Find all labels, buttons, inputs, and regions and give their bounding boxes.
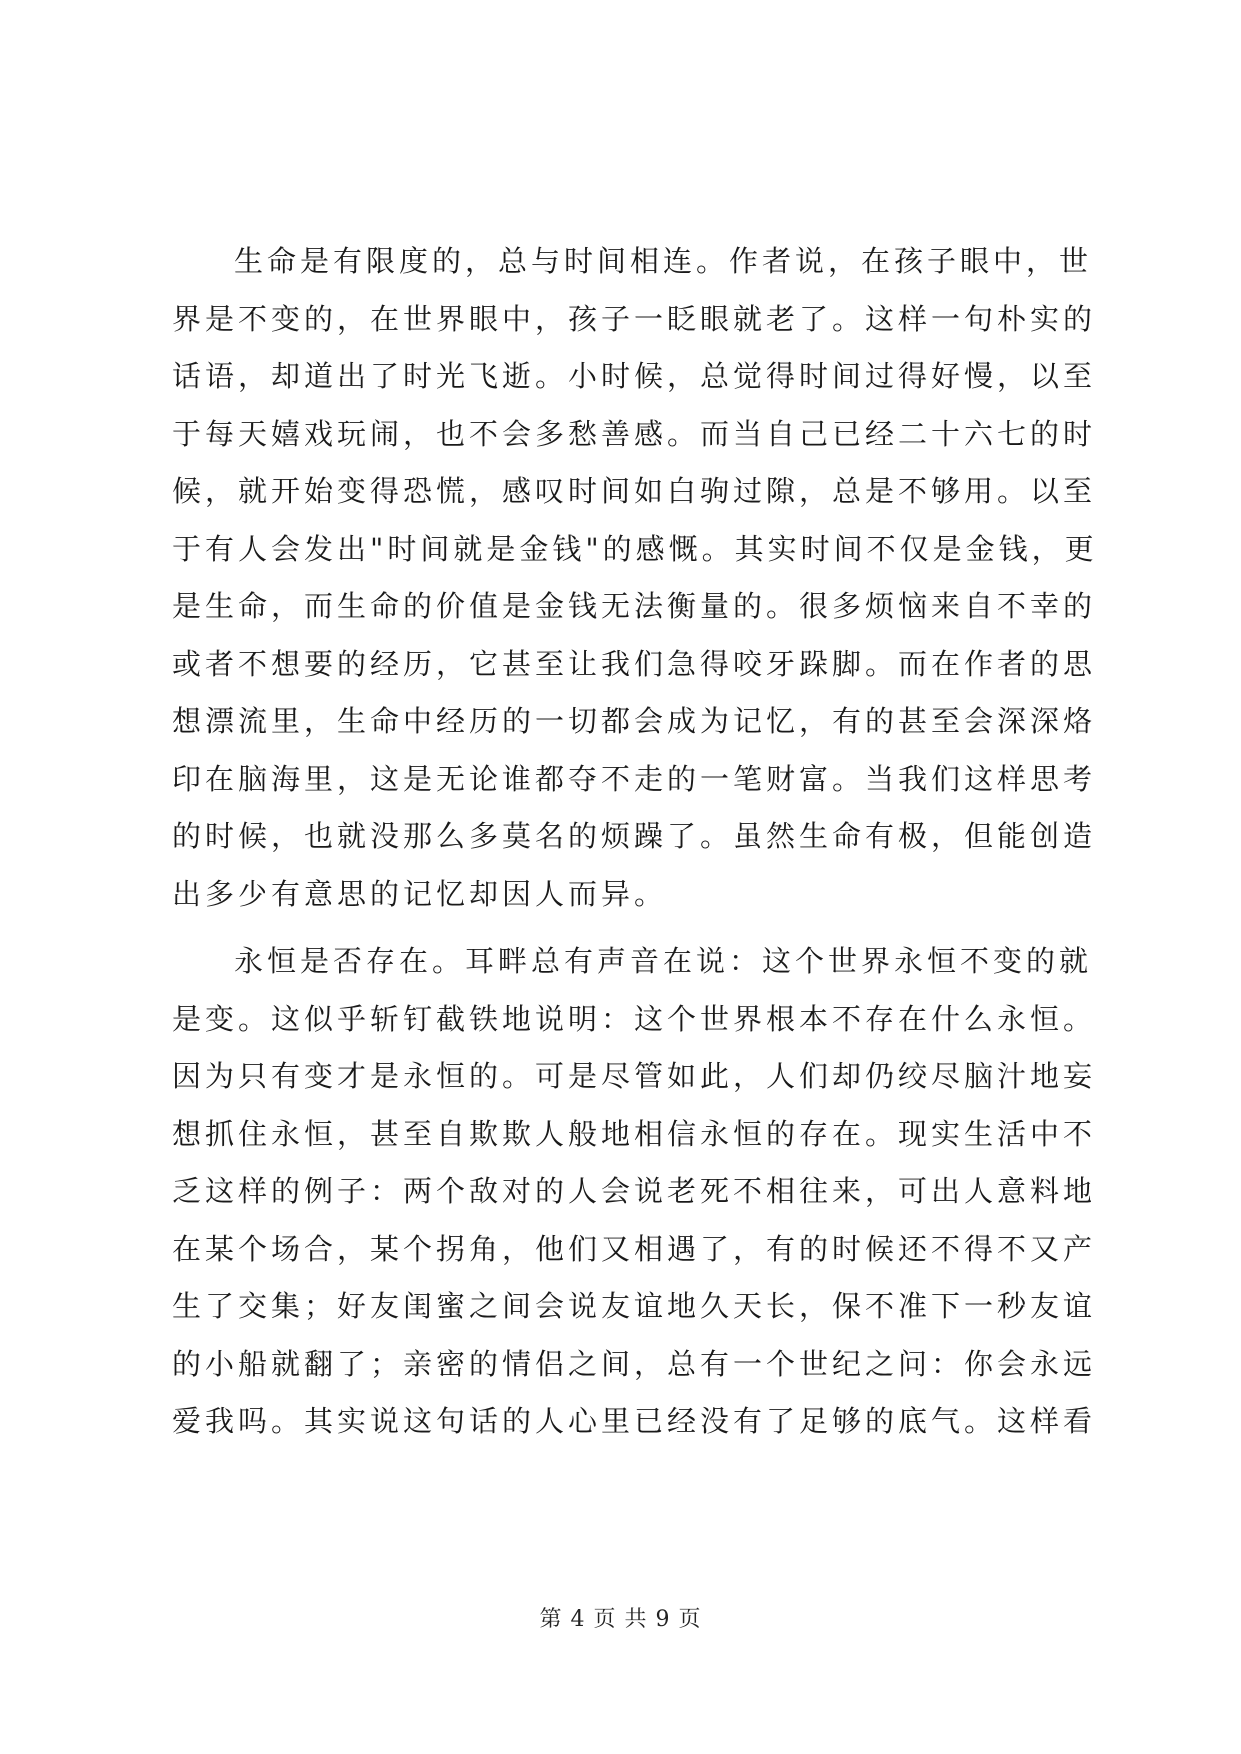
text-line: 因为只有变才是永恒的。可是尽管如此，人们却仍绞尽脑汁地妄: [172, 1059, 1097, 1093]
text-line: 话语，却道出了时光飞逝。小时候，总觉得时间过得好慢，以至: [172, 359, 1097, 393]
text-line: 永恒是否存在。耳畔总有声音在说：这个世界永恒不变的就: [234, 944, 1093, 978]
page-number-footer: 第 4 页 共 9 页: [539, 1607, 702, 1632]
text-line: 于每天嬉戏玩闹，也不会多愁善感。而当自己已经二十六七的时: [172, 416, 1097, 451]
text-line: 是生命，而生命的价值是金钱无法衡量的。很多烦恼来自不幸的: [172, 589, 1097, 623]
paragraph-1: [172, 233, 1098, 923]
text-line: 界是不变的，在世界眼中，孩子一眨眼就老了。这样一句朴实的: [172, 301, 1097, 336]
text-line: 出多少有意思的记忆却因人而异。: [172, 876, 668, 911]
text-line: 或者不想要的经历，它甚至让我们急得咬牙跺脚。而在作者的思: [172, 646, 1097, 681]
text-line: 想抓住永恒，甚至自欺欺人般地相信永恒的存在。现实生活中不: [172, 1116, 1097, 1151]
text-line: 于有人会发出"时间就是金钱"的感慨。其实时间不仅是金钱，更: [172, 531, 1098, 566]
text-line: 印在脑海里，这是无论谁都夺不走的一笔财富。当我们这样思考: [172, 761, 1097, 796]
text-line: 的时候，也就没那么多莫名的烦躁了。虽然生命有极，但能创造: [172, 819, 1097, 853]
text-line: 生了交集；好友闺蜜之间会说友谊地久天长，保不准下一秒友谊: [172, 1289, 1097, 1323]
text-line: 乏这样的例子：两个敌对的人会说老死不相往来，可出人意料地: [172, 1174, 1097, 1208]
body-text: [172, 233, 1098, 1451]
text-line: 是变。这似乎斩钉截铁地说明：这个世界根本不存在什么永恒。: [172, 1001, 1097, 1036]
text-line: 的小船就翻了；亲密的情侣之间，总有一个世纪之问：你会永远: [172, 1346, 1097, 1381]
paragraph-gap: [172, 923, 1082, 933]
text-line: 想漂流里，生命中经历的一切都会成为记忆，有的甚至会深深烙: [172, 704, 1097, 738]
paragraph-2: [172, 933, 1097, 1451]
text-line: 生命是有限度的，总与时间相连。作者说，在孩子眼中，世: [234, 244, 1093, 278]
text-line: 爱我吗。其实说这句话的人心里已经没有了足够的底气。这样看: [172, 1404, 1097, 1438]
text-line: 在某个场合，某个拐角，他们又相遇了，有的时候还不得不又产: [172, 1231, 1097, 1266]
text-line: 候，就开始变得恐慌，感叹时间如白驹过隙，总是不够用。以至: [172, 474, 1097, 508]
